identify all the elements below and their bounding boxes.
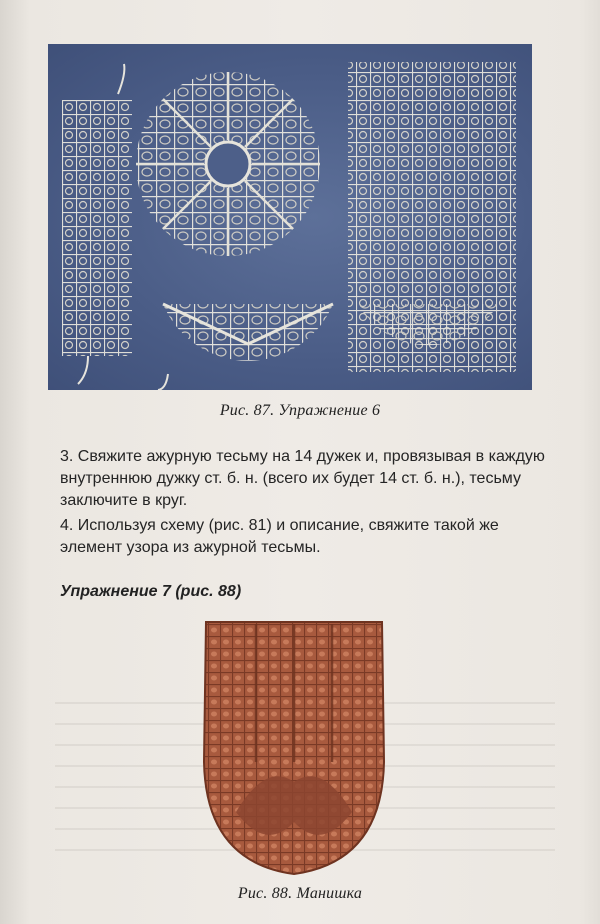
figure-88-photo xyxy=(196,612,392,876)
paragraph-step-3: 3. Свяжите ажурную тесьму на 14 дужек и, провязывая в каждую внутреннюю дужку ст. б. н. (всего их будет 14 ст. б. н.), тесьму заключите в круг. xyxy=(60,448,545,509)
lace-samples-image xyxy=(48,44,532,390)
exercise-7-heading: Упражнение 7 (рис. 88) xyxy=(60,583,242,600)
paragraph-step-4: 4. Используя схему (рис. 81) и описание, свяжите такой же элемент узора из ажурной тесьмы. xyxy=(60,517,499,556)
shirtfront-lace-image xyxy=(196,612,392,876)
figure-88-caption: Рис. 88. Манишка xyxy=(237,885,363,902)
figure-87-photo xyxy=(48,44,532,390)
figure-87-caption: Рис. 87. Упражнение 6 xyxy=(219,402,381,419)
